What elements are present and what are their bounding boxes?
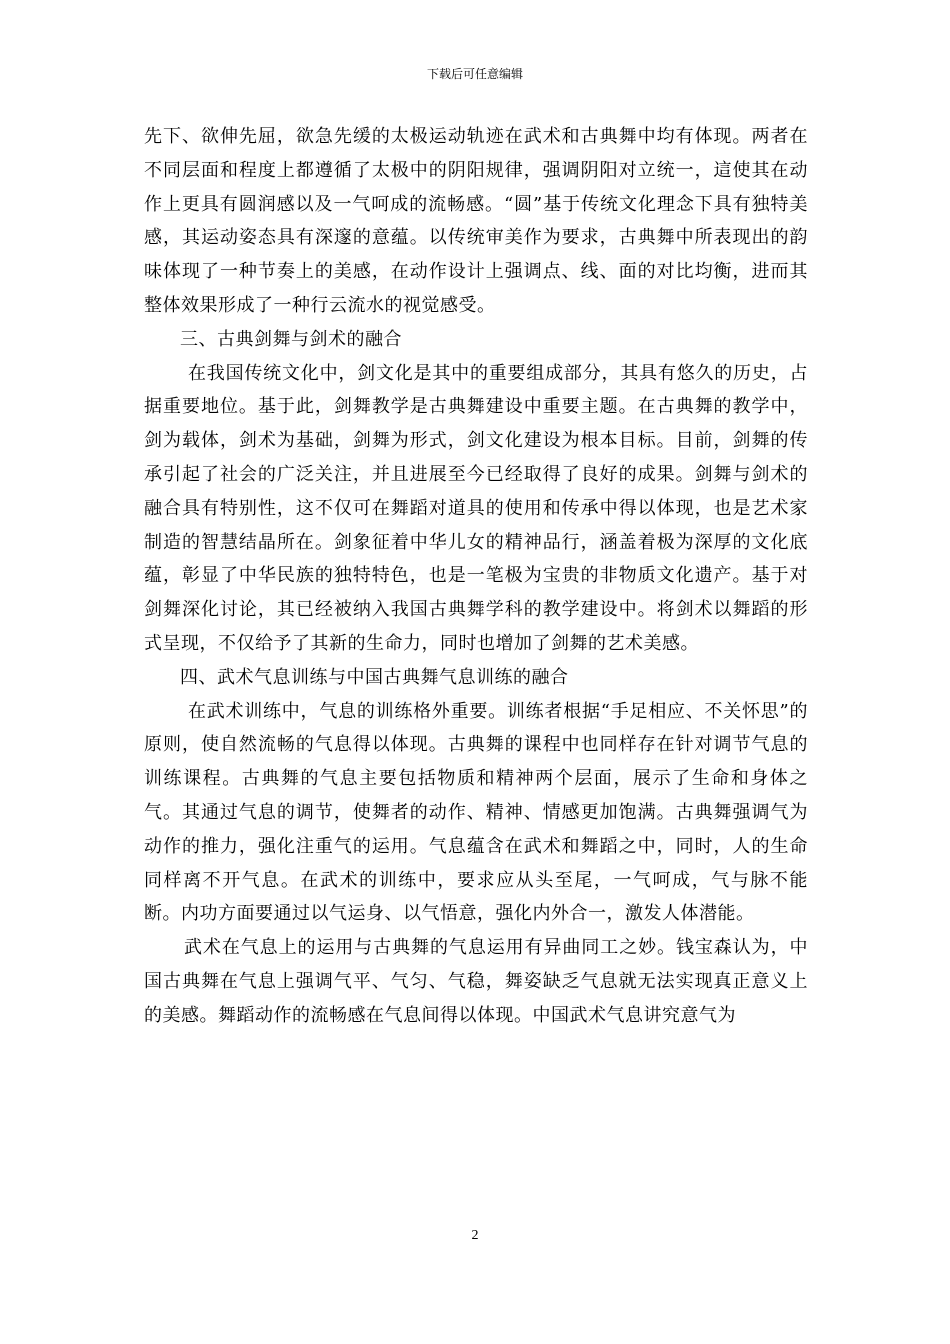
page-number: 2 (471, 1228, 479, 1243)
paragraph-breath-usage: 武术在气息上的运用与古典舞的气息运用有异曲同工之妙。钱宝森认为，中国古典舞在气息上强调气平、气匀、气稳，舞姿缺乏气息就无法实现真正意义上的美感。舞蹈动作的流畅感在气息间得以体现。中国武术气息讲究意气为 (144, 937, 808, 1026)
page-header: 下载后可任意编辑 (426, 67, 523, 81)
document-body (144, 120, 808, 1033)
paragraph-breath-training: 在武术训练中，气息的训练格外重要。训练者根据“手足相应、不关怀思”的原则，使自然流畅的气息得以体现。古典舞的课程中也同样存在针对调节气息的训练课程。古典舞的气息主要包括物质和精神两个层面，展示了生命和身体之气。其通过气息的调节，使舞者的动作、精神、情感更加饱满。古典舞强调气为动作的推力，强化注重气的运用。气息蕴含在武术和舞蹈之中，同时，人的生命同样离不开气息。在武术的训练中，要求应从头至尾，一气呵成，气与脉不能断。内功方面要通过以气运身、以气悟意，强化内外合一，激发人体潜能。 (144, 700, 808, 925)
paragraph-continued: 先下、欲伸先屈，欲急先缓的太极运动轨迹在武术和古典舞中均有体现。两者在不同层面和程度上都遵循了太极中的阴阳规律，强调阴阳对立统一，這使其在动作上更具有圆润感以及一气呵成的流畅感。“圆”基于传统文化理念下具有独特美感，其运动姿态具有深邃的意蕴。以传统审美作为要求，古典舞中所表现出的韵味体现了一种节奏上的美感，在动作设计上强调点、线、面的对比均衡，进而其整体效果形成了一种行云流水的视觉感受。 (144, 126, 808, 316)
section-heading-4: 四、武术气息训练与中国古典舞气息训练的融合 (180, 666, 569, 688)
section-heading-3: 三、古典剑舞与剑术的融合 (180, 328, 402, 350)
paragraph-sword-dance: 在我国传统文化中，剑文化是其中的重要组成部分，其具有悠久的历史，占据重要地位。基于此，剑舞教学是古典舞建设中重要主题。在古典舞的教学中，剑为载体，剑术为基础，剑舞为形式，剑文化建设为根本目标。目前，剑舞的传承引起了社会的广泛关注，并且进展至今已经取得了良好的成果。剑舞与剑术的融合具有特别性，这不仅可在舞蹈对道具的使用和传承中得以体现，也是艺术家制造的智慧结晶所在。剑象征着中华儿女的精神品行，涵盖着极为深厚的文化底蕴，彰显了中华民族的独特特色，也是一笔极为宝贵的非物质文化遗产。基于对剑舞深化讨论，其已经被纳入我国古典舞学科的教学建设中。将剑术以舞蹈的形式呈现，不仅给予了其新的生命力，同时也增加了剑舞的艺术美感。 (144, 362, 808, 654)
